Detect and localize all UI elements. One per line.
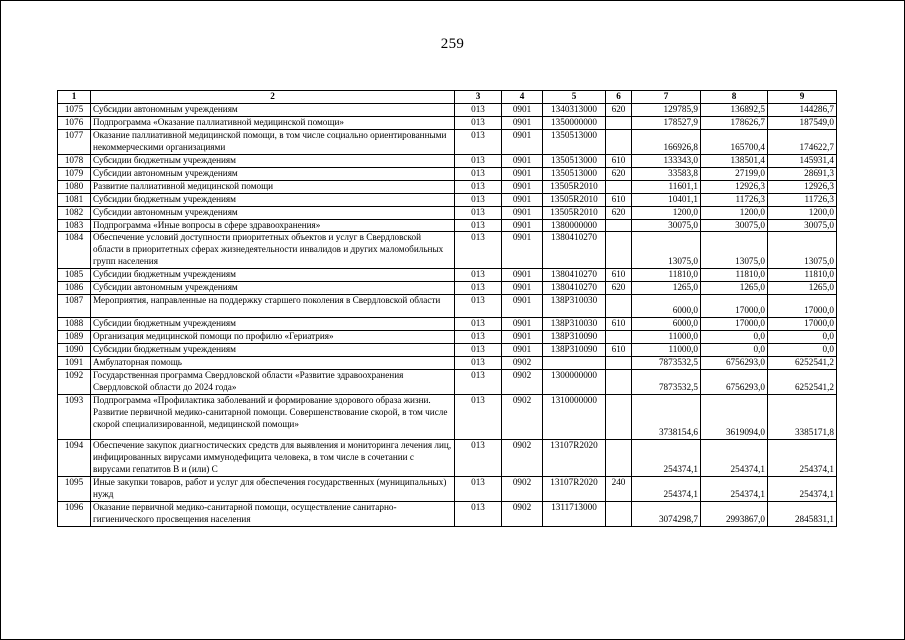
row-number: 1093: [58, 394, 91, 439]
row-amount-3: 254374,1: [768, 476, 837, 501]
table-row: [58, 129, 837, 154]
row-amount-3: 13075,0: [768, 232, 837, 269]
row-name: Оказание первичной медико-санитарной помощи, осуществление санитарно-гигиенического просвещения населения: [91, 501, 455, 526]
row-ministry-code: 013: [455, 269, 502, 282]
col-header: 8: [701, 91, 768, 104]
row-expense-type: 610: [606, 318, 632, 331]
table-row: [58, 318, 837, 331]
table-row: [58, 344, 837, 357]
row-number: 1088: [58, 318, 91, 331]
row-number: 1077: [58, 129, 91, 154]
row-amount-3: 17000,0: [768, 318, 837, 331]
row-section-code: 0901: [502, 269, 543, 282]
row-amount-3: 3385171,8: [768, 394, 837, 439]
row-amount-1: 166926,8: [632, 129, 701, 154]
row-amount-1: 1265,0: [632, 282, 701, 295]
row-section-code: 0902: [502, 394, 543, 439]
row-expense-type: [606, 116, 632, 129]
row-amount-3: 174622,7: [768, 129, 837, 154]
row-target-article: 138P310090: [543, 331, 606, 344]
row-amount-1: 33583,8: [632, 167, 701, 180]
row-target-article: 1350513000: [543, 154, 606, 167]
row-name: Обеспечение закупок диагностических средств для выявления и мониторинга лечения лиц, инфицированных вирусами иммунодефицита человека, в том числе в сочетании с вирусами гепатитов B и (или) C: [91, 439, 455, 476]
row-amount-2: 136892,5: [701, 103, 768, 116]
row-amount-1: 10401,1: [632, 193, 701, 206]
row-ministry-code: 013: [455, 370, 502, 395]
row-ministry-code: 013: [455, 331, 502, 344]
row-amount-2: 11810,0: [701, 269, 768, 282]
row-amount-1: 11601,1: [632, 180, 701, 193]
table-row: [58, 357, 837, 370]
row-target-article: 1340313000: [543, 103, 606, 116]
row-amount-3: 187549,0: [768, 116, 837, 129]
row-ministry-code: 013: [455, 232, 502, 269]
row-name: Обеспечение условий доступности приоритетных объектов и услуг в Свердловской области в приоритетных сферах жизнедеятельности инвалидов и других маломобильных групп населения: [91, 232, 455, 269]
row-name: Субсидии бюджетным учреждениям: [91, 318, 455, 331]
row-amount-3: 11810,0: [768, 269, 837, 282]
row-amount-2: 6756293,0: [701, 370, 768, 395]
row-amount-2: 1200,0: [701, 206, 768, 219]
row-name: Субсидии автономным учреждениям: [91, 167, 455, 180]
row-ministry-code: 013: [455, 167, 502, 180]
row-amount-1: 178527,9: [632, 116, 701, 129]
row-amount-1: 3074298,7: [632, 501, 701, 526]
row-amount-2: 3619094,0: [701, 394, 768, 439]
row-ministry-code: 013: [455, 116, 502, 129]
row-section-code: 0901: [502, 232, 543, 269]
row-section-code: 0901: [502, 193, 543, 206]
row-amount-1: 7873532,5: [632, 357, 701, 370]
row-ministry-code: 013: [455, 129, 502, 154]
table-row: [58, 232, 837, 269]
row-expense-type: 610: [606, 193, 632, 206]
row-target-article: 138P310030: [543, 318, 606, 331]
col-header: 5: [543, 91, 606, 104]
row-amount-1: 3738154,6: [632, 394, 701, 439]
row-target-article: 13107R2020: [543, 476, 606, 501]
row-amount-1: 6000,0: [632, 295, 701, 318]
row-amount-3: 0,0: [768, 331, 837, 344]
row-number: 1094: [58, 439, 91, 476]
row-section-code: 0901: [502, 103, 543, 116]
row-ministry-code: 013: [455, 318, 502, 331]
row-ministry-code: 013: [455, 344, 502, 357]
row-target-article: 1350513000: [543, 167, 606, 180]
row-amount-2: 165700,4: [701, 129, 768, 154]
row-number: 1076: [58, 116, 91, 129]
table-row: [58, 269, 837, 282]
row-section-code: 0901: [502, 180, 543, 193]
row-number: 1083: [58, 219, 91, 232]
row-target-article: 1350513000: [543, 129, 606, 154]
table-row: [58, 219, 837, 232]
row-ministry-code: 013: [455, 193, 502, 206]
table-row: [58, 476, 837, 501]
col-header: 4: [502, 91, 543, 104]
table-row: [58, 116, 837, 129]
row-target-article: 1300000000: [543, 370, 606, 395]
row-number: 1081: [58, 193, 91, 206]
row-expense-type: [606, 370, 632, 395]
row-ministry-code: 013: [455, 295, 502, 318]
row-number: 1079: [58, 167, 91, 180]
row-name: Субсидии бюджетным учреждениям: [91, 269, 455, 282]
col-header: 1: [58, 91, 91, 104]
row-amount-3: 1265,0: [768, 282, 837, 295]
row-expense-type: 620: [606, 282, 632, 295]
row-expense-type: [606, 501, 632, 526]
row-amount-3: 254374,1: [768, 439, 837, 476]
row-expense-type: [606, 129, 632, 154]
row-section-code: 0902: [502, 476, 543, 501]
row-amount-1: 133343,0: [632, 154, 701, 167]
row-amount-2: 138501,4: [701, 154, 768, 167]
row-amount-2: 0,0: [701, 331, 768, 344]
row-target-article: 1380410270: [543, 282, 606, 295]
row-ministry-code: 013: [455, 154, 502, 167]
row-name: Подпрограмма «Оказание паллиативной медицинской помощи»: [91, 116, 455, 129]
row-amount-1: 13075,0: [632, 232, 701, 269]
row-amount-2: 13075,0: [701, 232, 768, 269]
header-row: [58, 91, 837, 104]
row-ministry-code: 013: [455, 206, 502, 219]
row-expense-type: [606, 439, 632, 476]
row-expense-type: 610: [606, 154, 632, 167]
table-row: [58, 180, 837, 193]
row-amount-2: 0,0: [701, 344, 768, 357]
row-amount-2: 30075,0: [701, 219, 768, 232]
row-amount-3: 12926,3: [768, 180, 837, 193]
row-section-code: 0902: [502, 357, 543, 370]
row-ministry-code: 013: [455, 476, 502, 501]
row-name: Субсидии бюджетным учреждениям: [91, 344, 455, 357]
row-number: 1084: [58, 232, 91, 269]
row-target-article: 1350000000: [543, 116, 606, 129]
col-header: 2: [91, 91, 455, 104]
row-section-code: 0902: [502, 501, 543, 526]
row-name: Развитие паллиативной медицинской помощи: [91, 180, 455, 193]
table-row: [58, 282, 837, 295]
table-row: [58, 206, 837, 219]
row-section-code: 0901: [502, 318, 543, 331]
row-amount-1: 254374,1: [632, 439, 701, 476]
row-target-article: 13505R2010: [543, 180, 606, 193]
row-amount-2: 2993867,0: [701, 501, 768, 526]
row-name: Подпрограмма «Иные вопросы в сфере здравоохранения»: [91, 219, 455, 232]
row-target-article: 1380000000: [543, 219, 606, 232]
col-header: 6: [606, 91, 632, 104]
row-amount-2: 12926,3: [701, 180, 768, 193]
row-name: Субсидии автономным учреждениям: [91, 282, 455, 295]
row-name: Мероприятия, направленные на поддержку старшего поколения в Свердловской области: [91, 295, 455, 318]
row-expense-type: 610: [606, 344, 632, 357]
row-amount-1: 11810,0: [632, 269, 701, 282]
row-amount-1: 6000,0: [632, 318, 701, 331]
row-target-article: 13107R2020: [543, 439, 606, 476]
row-ministry-code: 013: [455, 501, 502, 526]
row-name: Иные закупки товаров, работ и услуг для обеспечения государственных (муниципальных) нужд: [91, 476, 455, 501]
row-section-code: 0901: [502, 344, 543, 357]
row-target-article: [543, 357, 606, 370]
row-ministry-code: 013: [455, 103, 502, 116]
row-amount-3: 30075,0: [768, 219, 837, 232]
table-row: [58, 439, 837, 476]
row-target-article: 1310000000: [543, 394, 606, 439]
row-expense-type: 620: [606, 167, 632, 180]
row-target-article: 138P310030: [543, 295, 606, 318]
col-header: 7: [632, 91, 701, 104]
row-amount-3: 17000,0: [768, 295, 837, 318]
row-name: Субсидии бюджетным учреждениям: [91, 193, 455, 206]
row-amount-1: 11000,0: [632, 344, 701, 357]
row-amount-2: 1265,0: [701, 282, 768, 295]
table-row: [58, 167, 837, 180]
row-amount-1: 7873532,5: [632, 370, 701, 395]
row-expense-type: 620: [606, 103, 632, 116]
row-number: 1092: [58, 370, 91, 395]
row-number: 1075: [58, 103, 91, 116]
row-amount-2: 11726,3: [701, 193, 768, 206]
row-ministry-code: 013: [455, 357, 502, 370]
row-amount-2: 178626,7: [701, 116, 768, 129]
budget-table: [57, 90, 837, 527]
row-target-article: 1311713000: [543, 501, 606, 526]
table-row: [58, 394, 837, 439]
table-row: [58, 193, 837, 206]
row-section-code: 0901: [502, 295, 543, 318]
row-expense-type: [606, 219, 632, 232]
row-section-code: 0901: [502, 282, 543, 295]
row-name: Субсидии автономным учреждениям: [91, 103, 455, 116]
row-target-article: 1380410270: [543, 232, 606, 269]
row-amount-1: 30075,0: [632, 219, 701, 232]
row-section-code: 0901: [502, 206, 543, 219]
row-amount-1: 254374,1: [632, 476, 701, 501]
row-section-code: 0901: [502, 154, 543, 167]
row-target-article: 13505R2010: [543, 193, 606, 206]
row-number: 1085: [58, 269, 91, 282]
row-amount-3: 6252541,2: [768, 357, 837, 370]
table-row: [58, 331, 837, 344]
row-ministry-code: 013: [455, 282, 502, 295]
row-amount-3: 28691,3: [768, 167, 837, 180]
row-number: 1080: [58, 180, 91, 193]
row-number: 1095: [58, 476, 91, 501]
row-ministry-code: 013: [455, 219, 502, 232]
table-row: [58, 370, 837, 395]
row-name: Субсидии бюджетным учреждениям: [91, 154, 455, 167]
row-amount-3: 1200,0: [768, 206, 837, 219]
row-amount-3: 144286,7: [768, 103, 837, 116]
row-amount-2: 254374,1: [701, 476, 768, 501]
table-body: [58, 103, 837, 526]
row-expense-type: [606, 232, 632, 269]
row-amount-2: 27199,0: [701, 167, 768, 180]
row-section-code: 0901: [502, 331, 543, 344]
row-ministry-code: 013: [455, 394, 502, 439]
row-expense-type: [606, 357, 632, 370]
row-section-code: 0902: [502, 439, 543, 476]
row-target-article: 138P310090: [543, 344, 606, 357]
row-number: 1087: [58, 295, 91, 318]
table-row: [58, 295, 837, 318]
row-number: 1082: [58, 206, 91, 219]
col-header: 3: [455, 91, 502, 104]
table-row: [58, 501, 837, 526]
row-section-code: 0901: [502, 219, 543, 232]
row-target-article: 1380410270: [543, 269, 606, 282]
row-expense-type: 240: [606, 476, 632, 501]
row-amount-2: 6756293,0: [701, 357, 768, 370]
row-expense-type: [606, 180, 632, 193]
row-expense-type: 620: [606, 206, 632, 219]
row-number: 1086: [58, 282, 91, 295]
row-amount-3: 6252541,2: [768, 370, 837, 395]
row-number: 1096: [58, 501, 91, 526]
row-name: Амбулаторная помощь: [91, 357, 455, 370]
row-amount-3: 145931,4: [768, 154, 837, 167]
row-amount-2: 17000,0: [701, 295, 768, 318]
row-section-code: 0901: [502, 116, 543, 129]
row-name: Подпрограмма «Профилактика заболеваний и формирование здорового образа жизни. Развитие первичной медико-санитарной помощи. Совершенствование скорой, в том числе скорой специализированной, медицинской помощи»: [91, 394, 455, 439]
row-section-code: 0901: [502, 129, 543, 154]
row-ministry-code: 013: [455, 180, 502, 193]
row-amount-3: 2845831,1: [768, 501, 837, 526]
row-number: 1078: [58, 154, 91, 167]
table-row: [58, 154, 837, 167]
row-section-code: 0901: [502, 167, 543, 180]
row-number: 1090: [58, 344, 91, 357]
row-expense-type: [606, 295, 632, 318]
row-target-article: 13505R2010: [543, 206, 606, 219]
row-amount-3: 0,0: [768, 344, 837, 357]
col-header: 9: [768, 91, 837, 104]
row-expense-type: [606, 331, 632, 344]
row-amount-3: 11726,3: [768, 193, 837, 206]
page-number: 259: [440, 36, 465, 52]
row-number: 1091: [58, 357, 91, 370]
row-section-code: 0902: [502, 370, 543, 395]
row-name: Оказание паллиативной медицинской помощи, в том числе социально ориентированными некоммерческими организациями: [91, 129, 455, 154]
row-name: Субсидии автономным учреждениям: [91, 206, 455, 219]
row-ministry-code: 013: [455, 439, 502, 476]
row-amount-1: 1200,0: [632, 206, 701, 219]
row-expense-type: [606, 394, 632, 439]
row-expense-type: 610: [606, 269, 632, 282]
row-amount-2: 17000,0: [701, 318, 768, 331]
row-amount-1: 11000,0: [632, 331, 701, 344]
row-amount-2: 254374,1: [701, 439, 768, 476]
table-row: [58, 103, 837, 116]
row-amount-1: 129785,9: [632, 103, 701, 116]
row-name: Организация медицинской помощи по профилю «Гериатрия»: [91, 331, 455, 344]
row-name: Государственная программа Свердловской области «Развитие здравоохранения Свердловской области до 2024 года»: [91, 370, 455, 395]
row-number: 1089: [58, 331, 91, 344]
